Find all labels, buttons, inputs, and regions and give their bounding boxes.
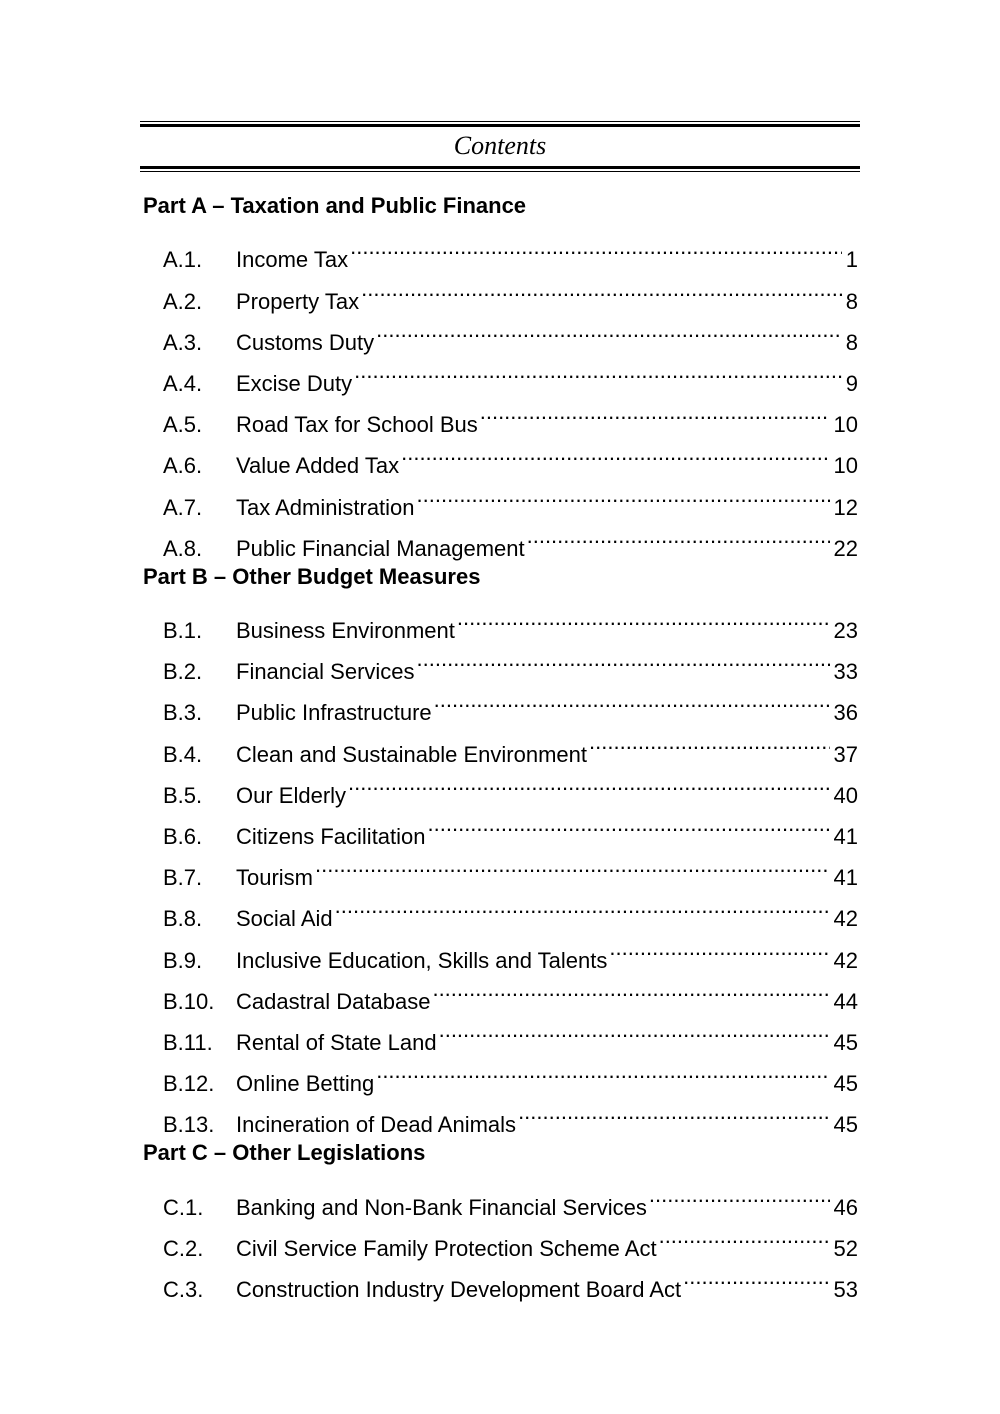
entry-page-number: 41: [833, 865, 858, 891]
dot-leader: [439, 1009, 830, 1050]
entry-number: A.6.: [163, 453, 203, 479]
dot-leader: [589, 720, 830, 761]
dot-leader: [434, 679, 830, 720]
entry-page-number: 37: [833, 741, 858, 767]
entry-page-number: 9: [845, 370, 858, 396]
title-rule-thick: [140, 166, 860, 169]
dot-leader: [376, 309, 842, 350]
contents-title: Contents: [453, 131, 547, 160]
entry-number: B.3.: [163, 700, 203, 726]
entry-title: Construction Industry Development Board Act: [236, 1277, 682, 1303]
table-of-contents: [143, 185, 858, 1303]
entry-page-number: 44: [833, 988, 858, 1014]
dot-leader: [480, 391, 830, 432]
entry-page-number: 33: [833, 659, 858, 685]
entry-number: B.13.: [163, 1112, 215, 1138]
entry-title: Road Tax for School Bus: [236, 412, 478, 438]
entry-page-number: 10: [833, 412, 858, 438]
entry-title: Inclusive Education, Skills and Talents: [236, 947, 608, 973]
title-rule-thin: [140, 171, 860, 172]
dot-leader: [354, 350, 842, 391]
entry-page-number: 53: [833, 1277, 858, 1303]
entry-title: Income Tax: [236, 247, 349, 273]
entry-number: B.2.: [163, 659, 203, 685]
entry-title: Public Financial Management: [236, 535, 525, 561]
section-heading: Part C – Other Legislations: [143, 1140, 426, 1166]
entry-page-number: 46: [833, 1194, 858, 1220]
entry-title: Banking and Non-Bank Financial Services: [236, 1194, 647, 1220]
toc-entry[interactable]: [143, 226, 858, 273]
entry-number: B.12.: [163, 1071, 215, 1097]
entry-page-number: 23: [833, 618, 858, 644]
entry-number: C.1.: [163, 1194, 204, 1220]
entry-number: A.5.: [163, 412, 203, 438]
entry-title: Excise Duty: [236, 370, 353, 396]
entry-page-number: 45: [833, 1112, 858, 1138]
entry-page-number: 45: [833, 1071, 858, 1097]
entry-page-number: 1: [845, 247, 858, 273]
dot-leader: [417, 638, 830, 679]
entry-title: Civil Service Family Protection Scheme Act: [236, 1235, 657, 1261]
entry-number: B.5.: [163, 782, 203, 808]
entry-number: A.3.: [163, 329, 203, 355]
entry-title: Our Elderly: [236, 782, 347, 808]
entry-title: Social Aid: [236, 906, 333, 932]
entry-title: Value Added Tax: [236, 453, 400, 479]
entry-number: A.2.: [163, 288, 203, 314]
entry-number: B.10.: [163, 988, 215, 1014]
entry-page-number: 42: [833, 906, 858, 932]
dot-leader: [518, 1091, 829, 1132]
entry-number: A.7.: [163, 494, 203, 520]
entry-title: Business Environment: [236, 618, 455, 644]
dot-leader: [376, 1050, 829, 1091]
dot-leader: [335, 885, 830, 926]
dot-leader: [659, 1215, 830, 1256]
entry-title: Customs Duty: [236, 329, 375, 355]
entry-number: B.11.: [163, 1029, 213, 1055]
entry-page-number: 45: [833, 1029, 858, 1055]
entry-number: B.1.: [163, 618, 203, 644]
entry-page-number: 8: [845, 329, 858, 355]
entry-number: B.4.: [163, 741, 203, 767]
toc-entry[interactable]: [143, 597, 858, 644]
entry-page-number: 36: [833, 700, 858, 726]
dot-leader: [609, 926, 829, 967]
dot-leader: [432, 968, 829, 1009]
entry-number: A.1.: [163, 247, 203, 273]
dot-leader: [401, 432, 829, 473]
toc-entry[interactable]: [143, 1174, 858, 1220]
header-rule-thin: [140, 121, 860, 122]
entry-page-number: 41: [833, 824, 858, 849]
entry-title: Financial Services: [236, 659, 415, 685]
entry-page-number: 22: [833, 535, 858, 561]
entry-title: Cadastral Database: [236, 988, 431, 1014]
entry-page-number: 42: [833, 947, 858, 973]
dot-leader: [457, 597, 830, 638]
dot-leader: [683, 1256, 829, 1297]
entry-number: B.8.: [163, 906, 203, 932]
dot-leader: [348, 762, 829, 803]
dot-leader: [361, 267, 842, 308]
entry-number: A.4.: [163, 370, 203, 396]
dot-leader: [649, 1174, 830, 1215]
entry-page-number: 52: [833, 1235, 858, 1261]
entry-title: Tax Administration: [236, 494, 415, 520]
dot-leader: [417, 473, 830, 514]
dot-leader: [527, 515, 830, 556]
entry-page-number: 12: [833, 494, 858, 520]
entry-number: C.2.: [163, 1235, 204, 1261]
entry-title: Incineration of Dead Animals: [236, 1112, 517, 1138]
entry-page-number: 40: [833, 782, 858, 808]
header-rule-thick: [140, 124, 860, 127]
section-heading: Part A – Taxation and Public Finance: [143, 193, 527, 218]
entry-title: Public Infrastructure: [236, 700, 432, 726]
entry-title: Tourism: [236, 865, 314, 891]
entry-number: C.3.: [163, 1277, 204, 1303]
dot-leader: [350, 226, 842, 267]
entry-number: B.9.: [163, 947, 203, 973]
entry-number: A.8.: [163, 535, 203, 561]
entry-number: B.7.: [163, 865, 203, 891]
entry-page-number: 10: [833, 453, 858, 479]
dot-leader: [315, 844, 830, 885]
entry-title: Property Tax: [236, 288, 360, 314]
entry-number: B.6.: [163, 824, 203, 849]
entry-title: Online Betting: [236, 1071, 375, 1097]
dot-leader: [428, 803, 830, 844]
entry-title: Rental of State Land: [236, 1029, 437, 1055]
entry-title: Citizens Facilitation: [236, 824, 426, 849]
section-heading: Part B – Other Budget Measures: [143, 563, 481, 589]
entry-page-number: 8: [845, 288, 858, 314]
entry-title: Clean and Sustainable Environment: [236, 741, 588, 767]
